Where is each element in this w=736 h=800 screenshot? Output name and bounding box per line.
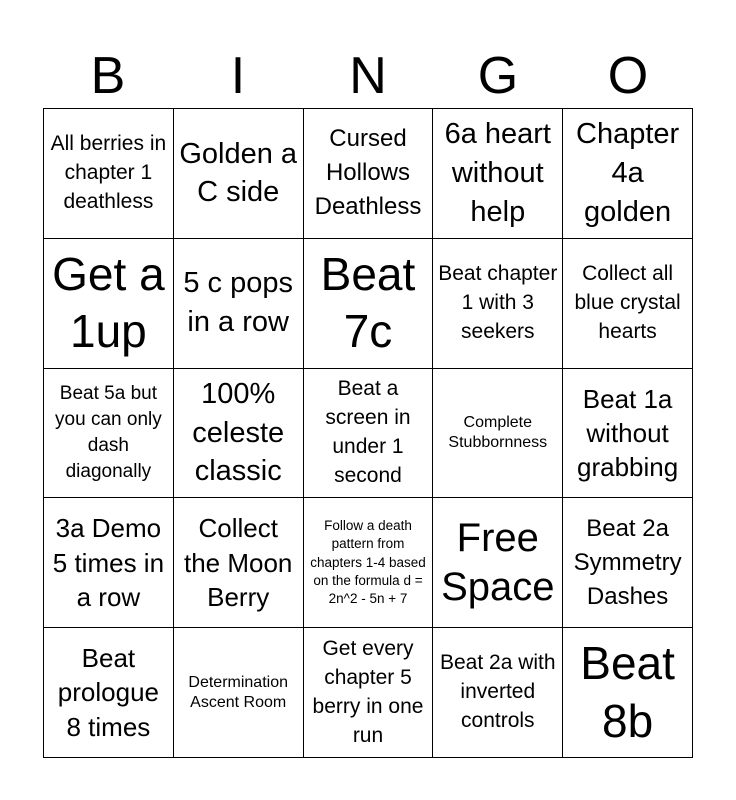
bingo-cell-r1c5[interactable]	[563, 109, 693, 239]
header-letter-o: O	[607, 47, 649, 105]
bingo-cell-text: Collect all blue crystal hearts	[574, 261, 681, 343]
bingo-cell-text: Cursed Hollows Deathless	[314, 125, 422, 221]
bingo-cell-r2c5[interactable]	[563, 239, 693, 369]
bingo-cell-text: Complete Stubbornness	[448, 413, 548, 451]
bingo-cell-text: Beat 8b	[580, 637, 675, 747]
bingo-cell-r4c4[interactable]	[433, 498, 563, 628]
bingo-cell-text: Beat prologue 8 times	[57, 643, 159, 742]
bingo-cell-text: Beat a screen in under 1 second	[325, 377, 411, 487]
bingo-cell-text: Beat 1a without grabbing	[576, 383, 679, 483]
bingo-cell-r4c5[interactable]	[563, 498, 693, 628]
bingo-cell-r4c3[interactable]	[304, 498, 434, 628]
header-letter-b: B	[90, 47, 126, 105]
bingo-cell-r2c2[interactable]	[174, 239, 304, 369]
bingo-cell-text: 5 c pops in a row	[183, 267, 294, 339]
bingo-cell-r5c1[interactable]	[44, 628, 174, 758]
bingo-cell-text: Beat 2a with inverted controls	[440, 651, 556, 733]
bingo-cell-text: Beat 7c	[320, 247, 416, 358]
bingo-cell-text: Free Space	[441, 515, 555, 609]
bingo-cell-text: Follow a death pattern from chapters 1-4 based on the formula d = 2n^2 - 5n + 7	[310, 518, 426, 607]
bingo-cell-text: Beat chapter 1 with 3 seekers	[438, 261, 558, 343]
bingo-cell-text: Beat 2a Symmetry Dashes	[573, 514, 682, 610]
bingo-cell-r3c2[interactable]	[174, 369, 304, 499]
bingo-cell-r5c4[interactable]	[433, 628, 563, 758]
bingo-cell-r1c3[interactable]	[304, 109, 434, 239]
bingo-cell-r1c2[interactable]	[174, 109, 304, 239]
bingo-cell-r3c1[interactable]	[44, 369, 174, 499]
bingo-cell-r1c1[interactable]	[44, 109, 174, 239]
bingo-cell-text: Beat 5a but you can only dash diagonally	[55, 382, 162, 482]
bingo-cell-text: Get every chapter 5 berry in one run	[312, 636, 424, 747]
bingo-cell-r3c4[interactable]	[433, 369, 563, 499]
bingo-cell-r3c5[interactable]	[563, 369, 693, 499]
bingo-cell-r2c3[interactable]	[304, 239, 434, 369]
bingo-cell-r5c2[interactable]	[174, 628, 304, 758]
bingo-cell-text: Get a 1up	[52, 247, 165, 358]
bingo-cell-r5c5[interactable]	[563, 628, 693, 758]
bingo-cell-r3c3[interactable]	[304, 369, 434, 499]
bingo-cell-text: 3a Demo 5 times in a row	[52, 513, 165, 612]
bingo-cell-text: Collect the Moon Berry	[183, 513, 293, 612]
bingo-cell-text: Determination Ascent Room	[188, 673, 288, 711]
bingo-cell-r1c4[interactable]	[433, 109, 563, 239]
bingo-cell-r2c1[interactable]	[44, 239, 174, 369]
header-letter-g: G	[477, 47, 519, 105]
bingo-cell-text: 100% celeste classic	[192, 377, 285, 488]
header-letter-i: I	[230, 47, 246, 105]
bingo-cell-r2c4[interactable]	[433, 239, 563, 369]
bingo-cell-text: All berries in chapter 1 deathless	[50, 131, 167, 213]
bingo-cell-text: Chapter 4a golden	[576, 118, 680, 228]
bingo-card-grid	[43, 108, 693, 758]
bingo-cell-r4c2[interactable]	[174, 498, 304, 628]
header-letter-n: N	[349, 47, 387, 105]
bingo-cell-text: 6a heart without help	[444, 118, 551, 228]
bingo-header	[43, 40, 693, 108]
bingo-cell-r4c1[interactable]	[44, 498, 174, 628]
bingo-cell-text: Golden a C side	[179, 137, 298, 209]
bingo-cell-r5c3[interactable]	[304, 628, 434, 758]
